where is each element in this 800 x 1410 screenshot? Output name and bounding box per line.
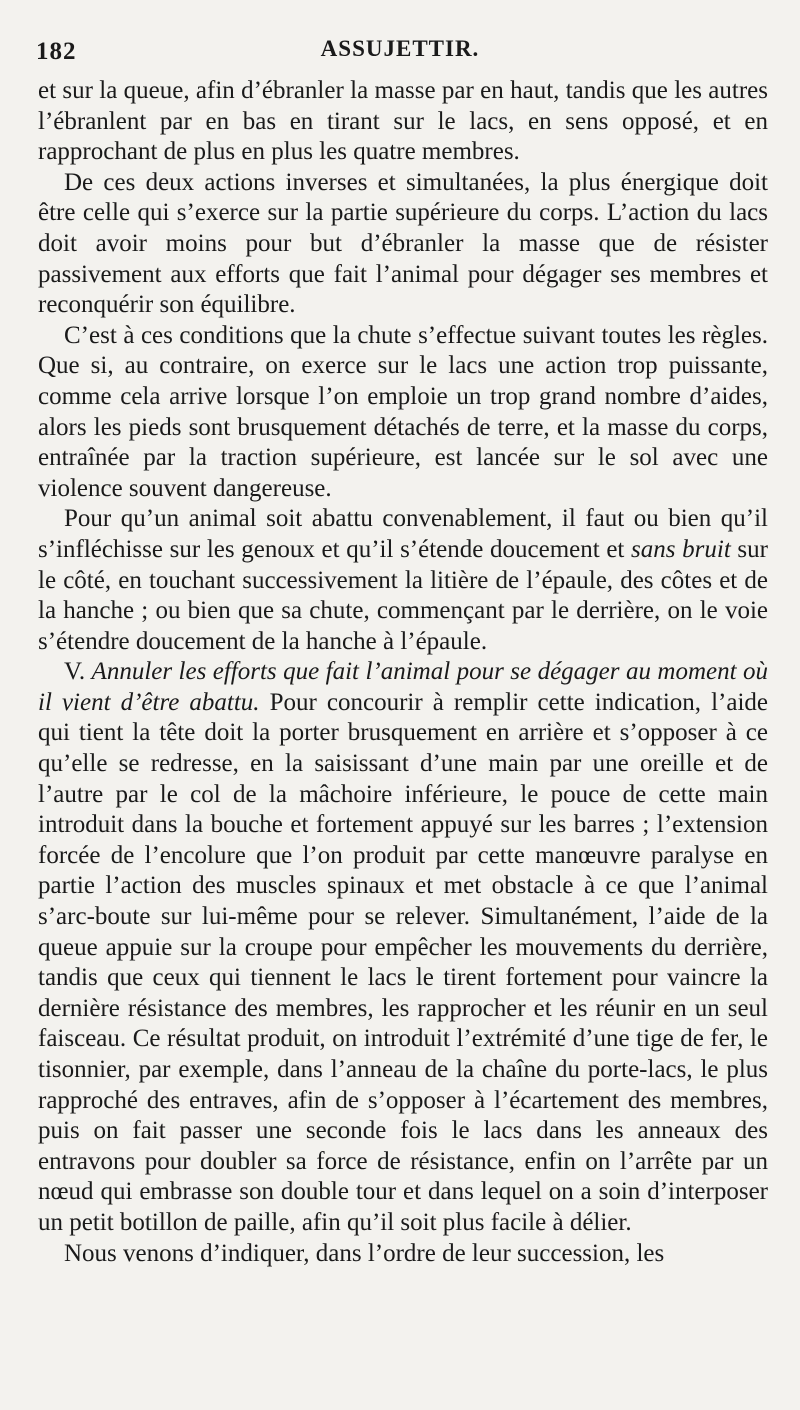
running-title: ASSUJETTIR.: [320, 36, 480, 61]
section-numeral: V.: [64, 658, 92, 686]
body-text: [38, 76, 768, 1269]
section-heading-italic: Annuler les efforts que fait l’animal pour se dégager au moment où il vient d’être abattu.: [38, 658, 768, 716]
running-head: [36, 30, 764, 66]
page-number: 182: [36, 38, 77, 65]
paragraph-continuation: et sur la queue, afin d’ébranler la masse par en haut, tandis que les autres l’ébranlent par en bas en tirant sur le lacs, en sens opposé, et en rapprochant de plus en plus les quatre membres.: [38, 77, 768, 166]
paragraph-abattu-italic: sans bruit: [631, 535, 731, 563]
paragraph-section-v: [38, 657, 768, 1238]
paragraph-abattu-text-1: Pour qu’un animal soit abattu convenablement, il faut ou bien qu’il s’infléchisse sur les genoux et qu’il s’étende doucement et: [38, 505, 768, 563]
paragraph-actions: De ces deux actions inverses et simultanées, la plus énergique doit être celle qui s’exerce sur la partie supérieure du corps. L’action du lacs doit avoir moins pour but d’ébranler la masse que de résister passivement aux efforts que fait l’animal pour dégager ses membres et reconquérir son équilibre.: [38, 168, 768, 319]
paragraph-final: Nous venons d’indiquer, dans l’ordre de leur succession, les: [64, 1239, 665, 1267]
paragraph-abattu: [38, 504, 768, 657]
section-v-text: Pour concourir à remplir cette indication, l’aide qui tient la tête doit la porter brusquement en arrière et s’opposer à ce qu’elle se redresse, en la saisissant d’une main par une oreille et de l’autre par le col de la mâchoire inférieure, le pouce de cette main introduit dans la bouche et fortement appuyé sur les barres ; l’extension forcée de l’encolure que l’on produit par cette manœuvre paralyse en partie l’action des muscles spinaux et met obstacle à ce que l’animal s’arc-boute sur lui-même pour se relever. Simultanément, l’aide de la queue appuie sur la croupe pour empêcher les mouvements du derrière, tandis que ceux qui tiennent le lacs le tirent fortement pour vaincre la dernière résistance des membres, les rapprocher et les réunir en un seul faisceau. Ce résultat produit, on introduit l’extrémité d’une tige de fer, le tisonnier, par exemple, dans l’anneau de la chaîne du porte-lacs, le plus rapproché des entraves, afin de s’opposer à l’écartement des membres, puis on fait passer une seconde fois le lacs dans les anneaux des entravons pour doubler sa force de résistance, enfin on l’arrête par un nœud qui embrasse son double tour et dans lequel on a soin d’interposer un petit botillon de paille, afin qu’il soit plus facile à délier.: [38, 688, 768, 1236]
paragraph-abattu-text-2: sur le côté, en touchant successivement la litière de l’épaule, des côtes et de la hanche ; ou bien que sa chute, commençant par le derrière, on le voie s’étendre doucement de la hanche à l’épaule.: [38, 535, 768, 655]
paragraph-conditions: C’est à ces conditions que la chute s’effectue suivant toutes les règles. Que si, au contraire, on exerce sur le lacs une action trop puissante, comme cela arrive lorsque l’on emploie un trop grand nombre d’aides, alors les pieds sont brusquement détachés de terre, et la masse du corps, entraînée par la traction supérieure, est lancée sur le sol avec une violence souvent dangereuse.: [38, 321, 768, 502]
